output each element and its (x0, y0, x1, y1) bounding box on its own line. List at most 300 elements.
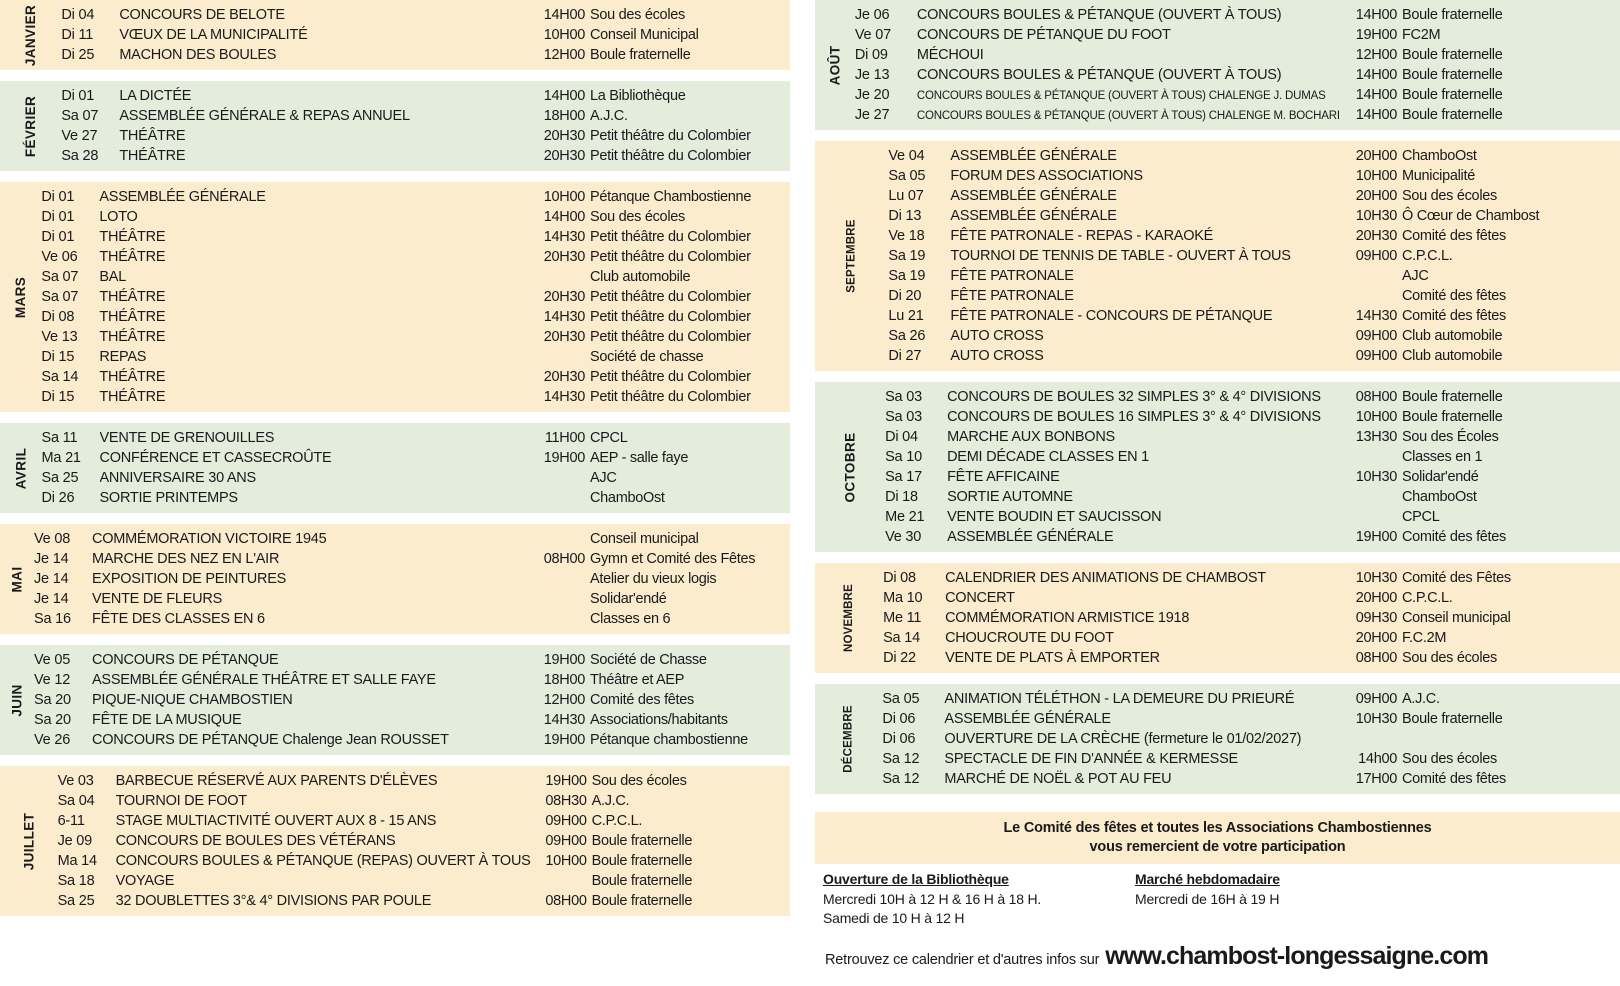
event-date: Sa 03 (885, 409, 922, 425)
event-organizer: ChamboOst (590, 490, 665, 506)
event-title: BARBECUE RÉSERVÉ AUX PARENTS D'ÉLÈVES (115, 773, 438, 789)
event-date: Sa 07 (41, 269, 79, 285)
event-row (41, 307, 790, 327)
library-hours-line-2: Samedi de 10 H à 12 H (823, 910, 965, 926)
month-label (815, 684, 882, 794)
event-organizer: FC2M (1402, 27, 1441, 43)
event-title: LOTO (99, 209, 138, 225)
event-organizer: Théâtre et AEP (590, 672, 685, 688)
event-date: Me 21 (885, 509, 925, 525)
event-date: Di 01 (61, 88, 95, 104)
event-title: CALENDRIER DES ANIMATIONS DE CHAMBOST (945, 570, 1266, 586)
event-organizer: Conseil Municipal (590, 27, 699, 43)
event-title: CONCOURS DE BOULES DES VÉTÉRANS (115, 833, 396, 849)
event-date: Lu 21 (888, 308, 924, 324)
event-row (41, 367, 790, 387)
event-date: Ve 13 (41, 329, 78, 345)
event-organizer: Société de chasse (590, 349, 704, 365)
event-row (34, 670, 790, 690)
event-row (34, 730, 790, 750)
event-date: Ve 18 (888, 228, 925, 244)
event-organizer: Atelier du vieux logis (590, 571, 717, 587)
event-row (61, 25, 790, 45)
event-organizer: Associations/habitants (590, 712, 728, 728)
event-title: MACHON DES BOULES (119, 47, 277, 63)
event-row (885, 447, 1620, 467)
event-title: CONCERT (945, 590, 1015, 606)
event-row (58, 831, 792, 851)
event-title: OUVERTURE DE LA CRÈCHE (fermeture le 01/02/2027) (944, 731, 1302, 747)
event-title: COMMÉMORATION VICTOIRE 1945 (92, 531, 327, 547)
event-row (34, 569, 790, 589)
event-row (41, 207, 790, 227)
event-row (41, 387, 790, 407)
event-date: Lu 07 (888, 188, 924, 204)
event-organizer: Solidar'endé (1402, 469, 1479, 485)
event-organizer: Comité des fêtes (1402, 308, 1506, 324)
event-time: 18H00 (543, 108, 585, 124)
month-label-text: MARS (13, 276, 29, 318)
event-row (888, 166, 1620, 186)
month-label (815, 382, 885, 552)
event-row (58, 771, 792, 791)
event-time: 09H00 (1355, 328, 1397, 344)
month-block-juin (0, 645, 790, 755)
event-date: Ve 26 (34, 732, 71, 748)
event-title: ASSEMBLÉE GÉNÉRALE (950, 188, 1117, 204)
market-hours-line-1: Mercredi de 16H à 19 H (1135, 891, 1280, 907)
event-row (888, 286, 1620, 306)
event-row (42, 448, 791, 468)
event-list (61, 81, 790, 171)
event-title: ASSEMBLÉE GÉNÉRALE (950, 208, 1117, 224)
event-title: LA DICTÉE (119, 88, 192, 104)
event-row (883, 628, 1620, 648)
event-organizer: Sou des écoles (590, 209, 685, 225)
event-organizer: Petit théâtre du Colombier (590, 229, 751, 245)
event-row (61, 86, 790, 106)
event-time: 09H00 (1355, 348, 1397, 364)
event-time: 19H00 (1355, 529, 1397, 545)
event-title: CONCOURS DE BOULES 32 SIMPLES 3° & 4° DIVISIONS (947, 389, 1321, 405)
month-label (815, 141, 888, 371)
month-block-septembre (815, 141, 1620, 371)
event-organizer: Petit théâtre du Colombier (590, 329, 751, 345)
month-label (0, 423, 42, 513)
thanks-block (815, 812, 1620, 864)
library-hours-header: Ouverture de la Bibliothèque (823, 871, 1009, 887)
event-date: Sa 18 (57, 873, 95, 889)
month-label (815, 0, 855, 130)
event-row (58, 851, 792, 871)
event-organizer: Petit théâtre du Colombier (590, 289, 751, 305)
event-organizer: Pétanque Chambostienne (590, 189, 752, 205)
event-organizer: Sou des Écoles (1402, 429, 1499, 445)
month-label (815, 563, 883, 673)
event-row (888, 246, 1620, 266)
event-title: FÊTE PATRONALE (950, 268, 1074, 284)
event-title: VENTE DE FLEURS (92, 591, 222, 607)
event-time: 14H00 (1355, 67, 1397, 83)
event-time: 10H00 (1355, 409, 1397, 425)
event-organizer: AJC (590, 470, 617, 486)
event-title: AUTO CROSS (950, 348, 1044, 364)
event-time: 14h00 (1358, 751, 1397, 767)
event-date: Sa 17 (885, 469, 922, 485)
month-label-text: FÉVRIER (23, 95, 39, 157)
event-date: Di 01 (41, 209, 75, 225)
event-organizer: Boule fraternelle (1402, 409, 1503, 425)
library-hours (823, 870, 1113, 928)
event-title: CONCOURS DE PÉTANQUE (92, 652, 279, 668)
event-date: Je 27 (854, 107, 890, 123)
event-organizer: Classes en 1 (1402, 449, 1483, 465)
event-organizer: Pétanque chambostienne (590, 732, 748, 748)
event-list (41, 182, 790, 412)
event-title: FÊTE PATRONALE - CONCOURS DE PÉTANQUE (950, 308, 1273, 324)
right-column (815, 0, 1620, 805)
event-organizer: Boule fraternelle (1402, 47, 1503, 63)
event-title: FÊTE AFFICAINE (947, 469, 1060, 485)
event-title: CONCOURS DE BELOTE (119, 7, 285, 23)
event-organizer: CPCL (1402, 509, 1440, 525)
event-organizer: Boule fraternelle (1402, 7, 1503, 23)
event-row (885, 427, 1620, 447)
event-title: MÉCHOUI (916, 47, 984, 63)
event-row (61, 45, 790, 65)
event-time: 08H00 (1355, 389, 1397, 405)
event-organizer: Boule fraternelle (590, 47, 691, 63)
event-time: 20H00 (1355, 590, 1397, 606)
event-list (855, 0, 1620, 130)
event-row (61, 146, 790, 166)
event-row (888, 206, 1620, 226)
event-date: Sa 14 (883, 630, 920, 646)
event-title: THÉÂTRE (99, 369, 166, 385)
event-organizer: Comité des Fêtes (1402, 570, 1511, 586)
event-organizer: Municipalité (1402, 168, 1475, 184)
event-title: ASSEMBLÉE GÉNÉRALE (99, 189, 266, 205)
event-date: Di 08 (41, 309, 75, 325)
event-title: FORUM DES ASSOCIATIONS (950, 168, 1143, 184)
event-time: 20H00 (1355, 630, 1397, 646)
event-time: 11H00 (544, 430, 585, 446)
event-date: Sa 04 (57, 793, 95, 809)
event-row (883, 588, 1620, 608)
month-label-text: DÉCEMBRE (842, 705, 855, 773)
event-row (888, 306, 1620, 326)
event-date: Di 20 (888, 288, 922, 304)
event-row (855, 45, 1620, 65)
event-title: CONCOURS DE BOULES 16 SIMPLES 3° & 4° DIVISIONS (947, 409, 1321, 425)
event-organizer: Comité des fêtes (590, 692, 694, 708)
event-date: Di 25 (61, 47, 95, 63)
month-label (0, 524, 34, 634)
event-time: 14H30 (543, 389, 585, 405)
event-title: MARCHÉ DE NOËL & POT AU FEU (944, 771, 1172, 787)
event-row (41, 267, 790, 287)
event-title: THÉÂTRE (99, 389, 166, 405)
event-time: 09H00 (545, 833, 587, 849)
event-row (882, 749, 1620, 769)
event-time: 20H30 (543, 369, 585, 385)
event-date: Di 11 (61, 27, 94, 43)
event-title: THÉÂTRE (99, 329, 166, 345)
event-date: Di 09 (854, 47, 888, 63)
event-row (855, 5, 1620, 25)
month-label-text: SEPTEMBRE (845, 219, 858, 293)
event-row (61, 5, 790, 25)
event-organizer: Société de Chasse (590, 652, 707, 668)
event-title: EXPOSITION DE PEINTURES (92, 571, 287, 587)
month-label-text: JUIN (9, 683, 25, 717)
event-time: 14H30 (543, 309, 585, 325)
event-organizer: La Bibliothèque (590, 88, 686, 104)
event-organizer: Boule fraternelle (591, 853, 693, 869)
event-time: 08H00 (545, 893, 587, 909)
event-organizer: F.C.2M (1402, 630, 1447, 646)
event-organizer: Club automobile (1402, 328, 1503, 344)
event-row (882, 729, 1620, 749)
event-row (855, 85, 1620, 105)
event-row (883, 568, 1620, 588)
event-date: Sa 28 (61, 148, 99, 164)
event-time: 19H00 (543, 450, 585, 466)
event-date: Ve 03 (57, 773, 94, 789)
footer (815, 812, 1620, 971)
event-date: Di 27 (888, 348, 922, 364)
event-date: Sa 19 (888, 268, 926, 284)
event-title: CONCOURS BOULES & PÉTANQUE (OUVERT À TOUS) (916, 67, 1282, 83)
event-date: Je 14 (34, 551, 69, 567)
event-time: 10H30 (1355, 711, 1397, 727)
event-organizer: Conseil municipal (1402, 610, 1511, 626)
month-label (0, 182, 41, 412)
event-title: BAL (99, 269, 127, 285)
event-organizer: C.P.C.L. (1402, 590, 1453, 606)
event-time: 19H00 (545, 773, 587, 789)
event-date: Ma 14 (57, 853, 97, 869)
event-title: VENTE DE PLATS À EMPORTER (945, 650, 1160, 666)
event-time: 10H00 (545, 853, 587, 869)
event-organizer: Club automobile (1402, 348, 1503, 364)
event-title: ASSEMBLÉE GÉNÉRALE THÉÂTRE ET SALLE FAYE (92, 672, 436, 688)
event-date: Di 22 (883, 650, 916, 666)
event-date: Sa 05 (888, 168, 926, 184)
event-time: 14H00 (1355, 7, 1397, 23)
event-time: 12H00 (543, 692, 585, 708)
event-date: Di 08 (883, 570, 916, 586)
event-title: THÉÂTRE (99, 289, 166, 305)
month-block-janvier (0, 0, 790, 70)
event-date: Sa 10 (885, 449, 922, 465)
event-row (883, 608, 1620, 628)
event-organizer: C.P.C.L. (591, 813, 643, 829)
event-title: THÉÂTRE (99, 229, 166, 245)
month-block-mars (0, 182, 790, 412)
event-date: Di 01 (41, 229, 75, 245)
month-block-juillet (0, 766, 790, 916)
event-title: SORTIE PRINTEMPS (99, 490, 238, 506)
event-title: CONCOURS DE PÉTANQUE DU FOOT (916, 27, 1171, 43)
event-row (855, 25, 1620, 45)
event-title: CONCOURS BOULES & PÉTANQUE (OUVERT À TOUS) CHALENGE J. DUMAS (916, 90, 1326, 102)
event-date: Di 01 (41, 189, 75, 205)
event-time: 10H30 (1355, 469, 1397, 485)
event-time: 20H30 (1355, 228, 1397, 244)
event-date: Ve 08 (34, 531, 71, 547)
event-title: FÊTE DE LA MUSIQUE (92, 712, 242, 728)
event-organizer: Comité des fêtes (1402, 288, 1506, 304)
event-date: Sa 20 (34, 712, 71, 728)
event-time: 09H00 (1355, 248, 1397, 264)
library-hours-line-1: Mercredi 10H à 12 H & 16 H à 18 H. (823, 891, 1042, 907)
event-organizer: Sou des écoles (591, 773, 687, 789)
month-block-octobre (815, 382, 1620, 552)
event-organizer: Boule fraternelle (1402, 389, 1503, 405)
event-date: Di 04 (885, 429, 918, 445)
event-title: ASSEMBLÉE GÉNÉRALE (950, 148, 1117, 164)
event-time: 20H30 (543, 289, 585, 305)
event-date: Ve 05 (34, 652, 71, 668)
event-date: Je 14 (34, 591, 69, 607)
event-title: THÉÂTRE (99, 249, 166, 265)
event-organizer: Solidar'endé (590, 591, 667, 607)
event-row (42, 468, 791, 488)
event-row (883, 648, 1620, 668)
event-time: 10H00 (1355, 168, 1397, 184)
event-title: REPAS (99, 349, 147, 365)
event-organizer: Boule fraternelle (1402, 67, 1503, 83)
event-title: ASSEMBLÉE GÉNÉRALE (944, 711, 1111, 727)
event-time: 14H00 (1355, 87, 1397, 103)
event-list (42, 423, 791, 513)
thanks-line-1: Le Comité des fêtes et toutes les Associations Chambostiennes (1003, 820, 1432, 836)
event-date: Ve 30 (885, 529, 922, 545)
event-list (61, 0, 790, 70)
event-time: 20H30 (543, 148, 585, 164)
event-date: Di 13 (888, 208, 922, 224)
event-row (885, 507, 1620, 527)
month-block-avril (0, 423, 790, 513)
event-title: ASSEMBLÉE GÉNÉRALE & REPAS ANNUEL (119, 108, 410, 124)
event-date: Sa 07 (61, 108, 99, 124)
market-hours (1113, 870, 1280, 928)
event-organizer: Comité des fêtes (1402, 529, 1506, 545)
event-date: Sa 12 (882, 771, 920, 787)
event-row (34, 690, 790, 710)
event-title: THÉÂTRE (119, 128, 186, 144)
event-organizer: Petit théâtre du Colombier (590, 148, 751, 164)
event-title: VŒUX DE LA MUNICIPALITÉ (119, 27, 308, 43)
event-title: ANIMATION TÉLÉTHON - LA DEMEURE DU PRIEURÉ (944, 691, 1295, 707)
event-title: FÊTE DES CLASSES EN 6 (92, 611, 265, 627)
month-block-décembre (815, 684, 1620, 794)
event-date: Di 15 (41, 389, 75, 405)
website-url[interactable]: www.chambost-longessaigne.com (1105, 942, 1489, 970)
event-row (58, 811, 792, 831)
event-organizer: Petit théâtre du Colombier (590, 369, 751, 385)
event-row (888, 266, 1620, 286)
month-block-novembre (815, 563, 1620, 673)
event-title: COMMÉMORATION ARMISTICE 1918 (945, 610, 1190, 626)
event-title: CONCOURS BOULES & PÉTANQUE (OUVERT À TOUS) CHALENGE M. BOCHARI (916, 110, 1340, 122)
event-date: Sa 16 (34, 611, 71, 627)
event-row (34, 710, 790, 730)
event-organizer: Ô Cœur de Chambost (1402, 208, 1540, 224)
event-list (34, 524, 790, 634)
event-row (885, 487, 1620, 507)
event-time: 08H00 (1355, 650, 1397, 666)
event-date: Di 04 (61, 7, 95, 23)
event-title: SPECTACLE DE FIN D'ANNÉE & KERMESSE (944, 751, 1238, 767)
event-list (34, 645, 790, 755)
event-row (885, 527, 1620, 547)
event-row (885, 407, 1620, 427)
event-time: 14H00 (543, 7, 585, 23)
month-label-text: AVRIL (13, 447, 29, 489)
event-row (42, 488, 791, 508)
event-title: CONCOURS DE PÉTANQUE Chalenge Jean ROUSSET (92, 732, 449, 748)
event-list (58, 766, 792, 916)
event-date: Je 06 (854, 7, 890, 23)
event-organizer: ChamboOst (1402, 489, 1477, 505)
event-organizer: Sou des écoles (1402, 188, 1497, 204)
event-title: AUTO CROSS (950, 328, 1044, 344)
event-time: 14H30 (543, 712, 585, 728)
event-title: CONCOURS BOULES & PÉTANQUE (REPAS) OUVERT À TOUS (115, 853, 531, 869)
event-title: VENTE DE GRENOUILLES (99, 430, 275, 446)
event-organizer: Club automobile (590, 269, 691, 285)
event-title: STAGE MULTIACTIVITÉ OUVERT AUX 8 - 15 ANS (115, 813, 437, 829)
event-date: Ve 04 (888, 148, 925, 164)
event-row (34, 529, 790, 549)
event-row (885, 467, 1620, 487)
event-title: VOYAGE (115, 873, 175, 889)
event-title: ASSEMBLÉE GÉNÉRALE (947, 529, 1114, 545)
event-title: SORTIE AUTOMNE (947, 489, 1073, 505)
event-organizer: Conseil municipal (590, 531, 699, 547)
event-organizer: AJC (1402, 268, 1429, 284)
event-time: 18H00 (543, 672, 585, 688)
event-time: 20H30 (543, 329, 585, 345)
event-row (34, 650, 790, 670)
event-organizer: Boule fraternelle (1402, 107, 1503, 123)
event-organizer: Petit théâtre du Colombier (590, 309, 751, 325)
event-time: 10H00 (543, 27, 585, 43)
event-date: Sa 20 (34, 692, 71, 708)
event-title: VENTE BOUDIN ET SAUCISSON (947, 509, 1162, 525)
event-title: TOURNOI DE FOOT (115, 793, 247, 809)
event-time: 08H00 (543, 551, 585, 567)
event-date: Sa 25 (57, 893, 95, 909)
month-block-août (815, 0, 1620, 130)
event-list (888, 141, 1620, 371)
event-organizer: Petit théâtre du Colombier (590, 249, 751, 265)
event-organizer: Petit théâtre du Colombier (590, 389, 751, 405)
event-time: 20H30 (543, 249, 585, 265)
left-column (0, 0, 790, 927)
event-title: MARCHE DES NEZ EN L'AIR (92, 551, 280, 567)
month-label-text: AOÛT (827, 45, 843, 85)
event-organizer: Boule fraternelle (591, 893, 693, 909)
event-time: 10H30 (1355, 208, 1397, 224)
event-date: Di 26 (41, 490, 75, 506)
event-time: 14H00 (543, 88, 585, 104)
event-date: Ve 06 (41, 249, 78, 265)
event-date: Sa 14 (41, 369, 79, 385)
event-time: 14H30 (1355, 308, 1397, 324)
